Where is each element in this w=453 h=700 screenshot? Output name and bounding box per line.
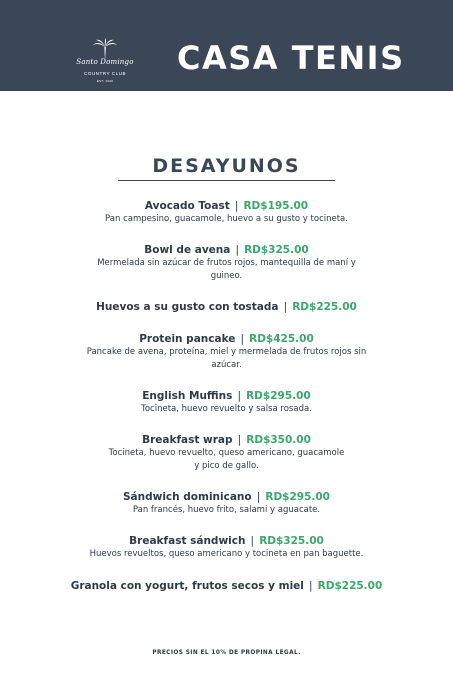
- item-price: RD$295.00: [246, 390, 311, 402]
- club-logo: [66, 38, 144, 88]
- footer-note: PRECIOS SIN EL 10% DE PROPINA LEGAL.: [152, 650, 301, 656]
- menu-item: [0, 330, 453, 371]
- price-separator: |: [235, 244, 239, 256]
- price-separator: |: [234, 200, 239, 212]
- item-name: Breakfast wrap: [142, 434, 233, 446]
- item-name: Protein pancake: [139, 333, 236, 345]
- item-description: Tocineta, huevo revuelto, queso americano, guacamole y pico de gallo.: [108, 448, 345, 471]
- item-price: RD$225.00: [317, 580, 383, 592]
- item-description: Pancake de avena, proteína, miel y mermelada de frutos rojos sin azúcar.: [86, 347, 367, 370]
- logo-script-text: Santo Domingo: [76, 58, 134, 66]
- item-description: Pan campesino, guacamole, huevo a su gusto y tocineta.: [105, 214, 348, 224]
- item-description: Tocineta, huevo revuelto y salsa rosada.: [141, 404, 312, 414]
- item-description: Huevos revueltos, queso americano y tocineta en pan baguette.: [89, 549, 364, 559]
- price-separator: |: [256, 491, 261, 503]
- menu-item: [0, 298, 453, 314]
- menu-item: [0, 197, 453, 226]
- item-name: Breakfast sándwich: [129, 535, 246, 547]
- menu-item: [0, 387, 453, 416]
- item-price: RD$325.00: [259, 535, 324, 547]
- menu-item: [0, 577, 453, 593]
- item-price: RD$350.00: [246, 434, 311, 446]
- item-name: English Muffins: [142, 390, 233, 402]
- page-title: CASA TENIS: [177, 39, 405, 77]
- price-separator: |: [240, 333, 245, 345]
- menu-item: [0, 431, 453, 472]
- section-title: DESAYUNOS: [152, 155, 301, 177]
- item-price: RD$295.00: [265, 491, 330, 503]
- price-separator: |: [309, 580, 313, 592]
- logo-established: EST. 1920: [96, 79, 114, 83]
- item-name: Granola con yogurt, frutos secos y miel: [70, 580, 304, 592]
- price-separator: |: [250, 535, 255, 547]
- price-separator: |: [283, 301, 288, 313]
- item-price: RD$425.00: [249, 333, 314, 345]
- menu-item: [0, 532, 453, 561]
- item-description: Pan francés, huevo frito, salami y aguacate.: [132, 505, 321, 515]
- item-name: Huevos a su gusto con tostada: [96, 301, 279, 313]
- item-name: Avocado Toast: [144, 200, 230, 212]
- logo-subtitle: COUNTRY CLUB: [83, 71, 127, 76]
- price-separator: |: [237, 390, 241, 402]
- item-name: Sándwich dominicano: [122, 491, 252, 503]
- menu-item: [0, 488, 453, 517]
- item-name: Bowl de avena: [144, 244, 231, 256]
- item-description: Mermelada sin azúcar de frutos rojos, mantequilla de maní y guineo.: [97, 258, 356, 281]
- item-price: RD$225.00: [292, 301, 357, 313]
- price-separator: |: [237, 434, 242, 446]
- item-price: RD$195.00: [243, 200, 309, 212]
- item-price: RD$325.00: [244, 244, 309, 256]
- menu-item: [0, 241, 453, 282]
- header-banner: [0, 0, 453, 91]
- section-divider: [118, 180, 335, 181]
